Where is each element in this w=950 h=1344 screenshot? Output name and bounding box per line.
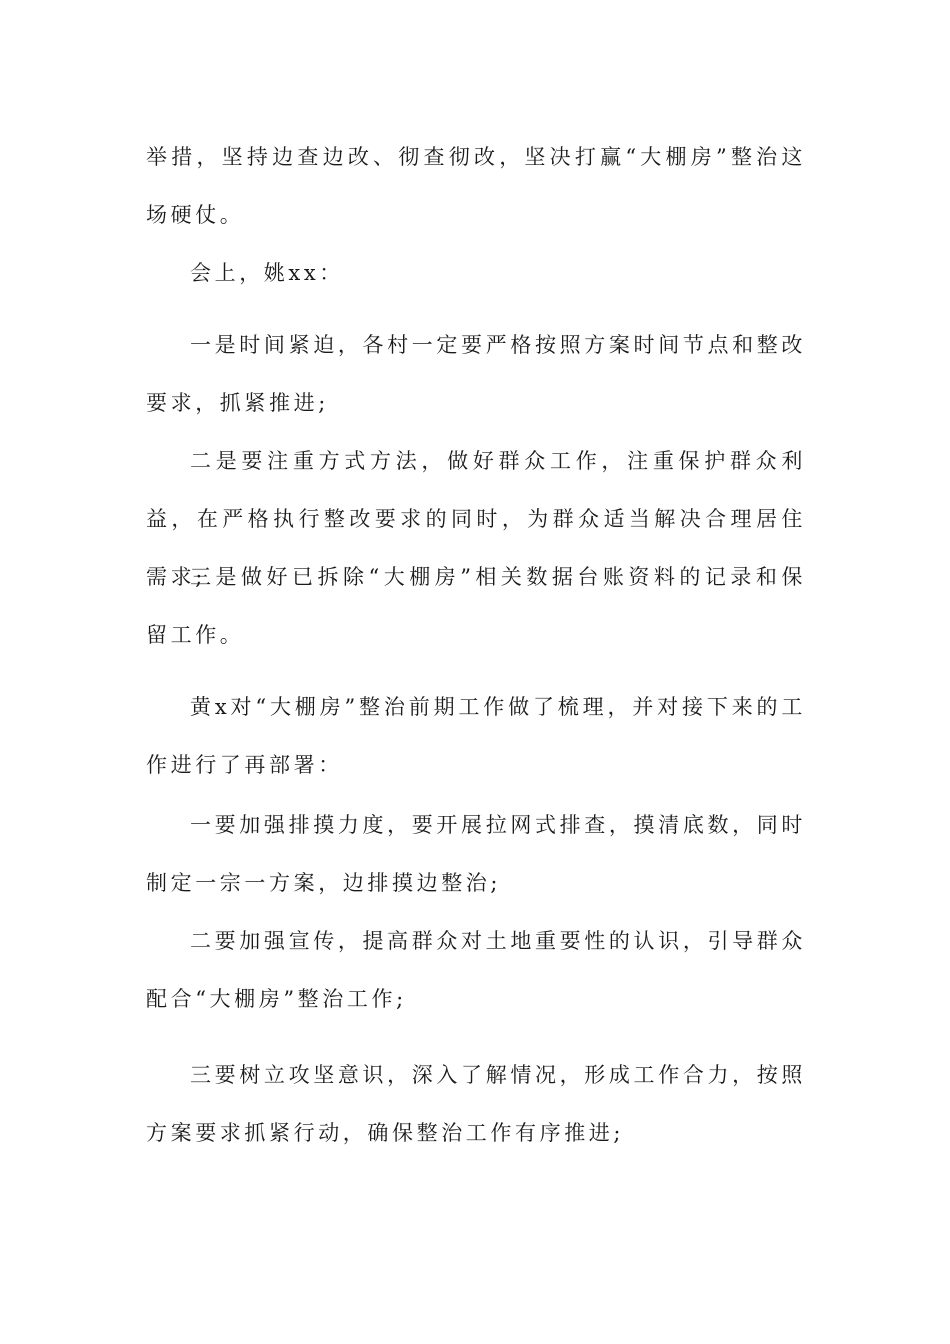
paragraph-point-1: 一是时间紧迫，各村一定要严格按照方案时间节点和整改要求，抓紧推进; — [146, 333, 806, 415]
paragraph-task-3: 三要树立攻坚意识，深入了解情况，形成工作合力，按照方案要求抓紧行动，确保整治工作有序推进; — [146, 1063, 806, 1145]
paragraph-meeting-intro: 会上，姚xx： — [190, 261, 344, 285]
paragraph-task-2: 二要加强宣传，提高群众对土地重要性的认识，引导群众配合“大棚房”整治工作; — [146, 929, 806, 1011]
paragraph-point-2: 二是要注重方式方法，做好群众工作，注重保护群众利益，在严格执行整改要求的同时，为群众适当解决合理居住需求; — [146, 449, 806, 589]
paragraph-second-speaker: 黄x对“大棚房”整治前期工作做了梳理，并对接下来的工作进行了再部署： — [146, 695, 806, 777]
paragraph-point-3: 三是做好已拆除“大棚房”相关数据台账资料的记录和保留工作。 — [146, 565, 806, 647]
paragraph-continuation: 举措，坚持边查边改、彻查彻改，坚决打赢“大棚房”整治这场硬仗。 — [146, 145, 806, 227]
paragraph-task-1: 一要加强排摸力度，要开展拉网式排查，摸清底数，同时制定一宗一方案，边排摸边整治; — [146, 813, 806, 895]
